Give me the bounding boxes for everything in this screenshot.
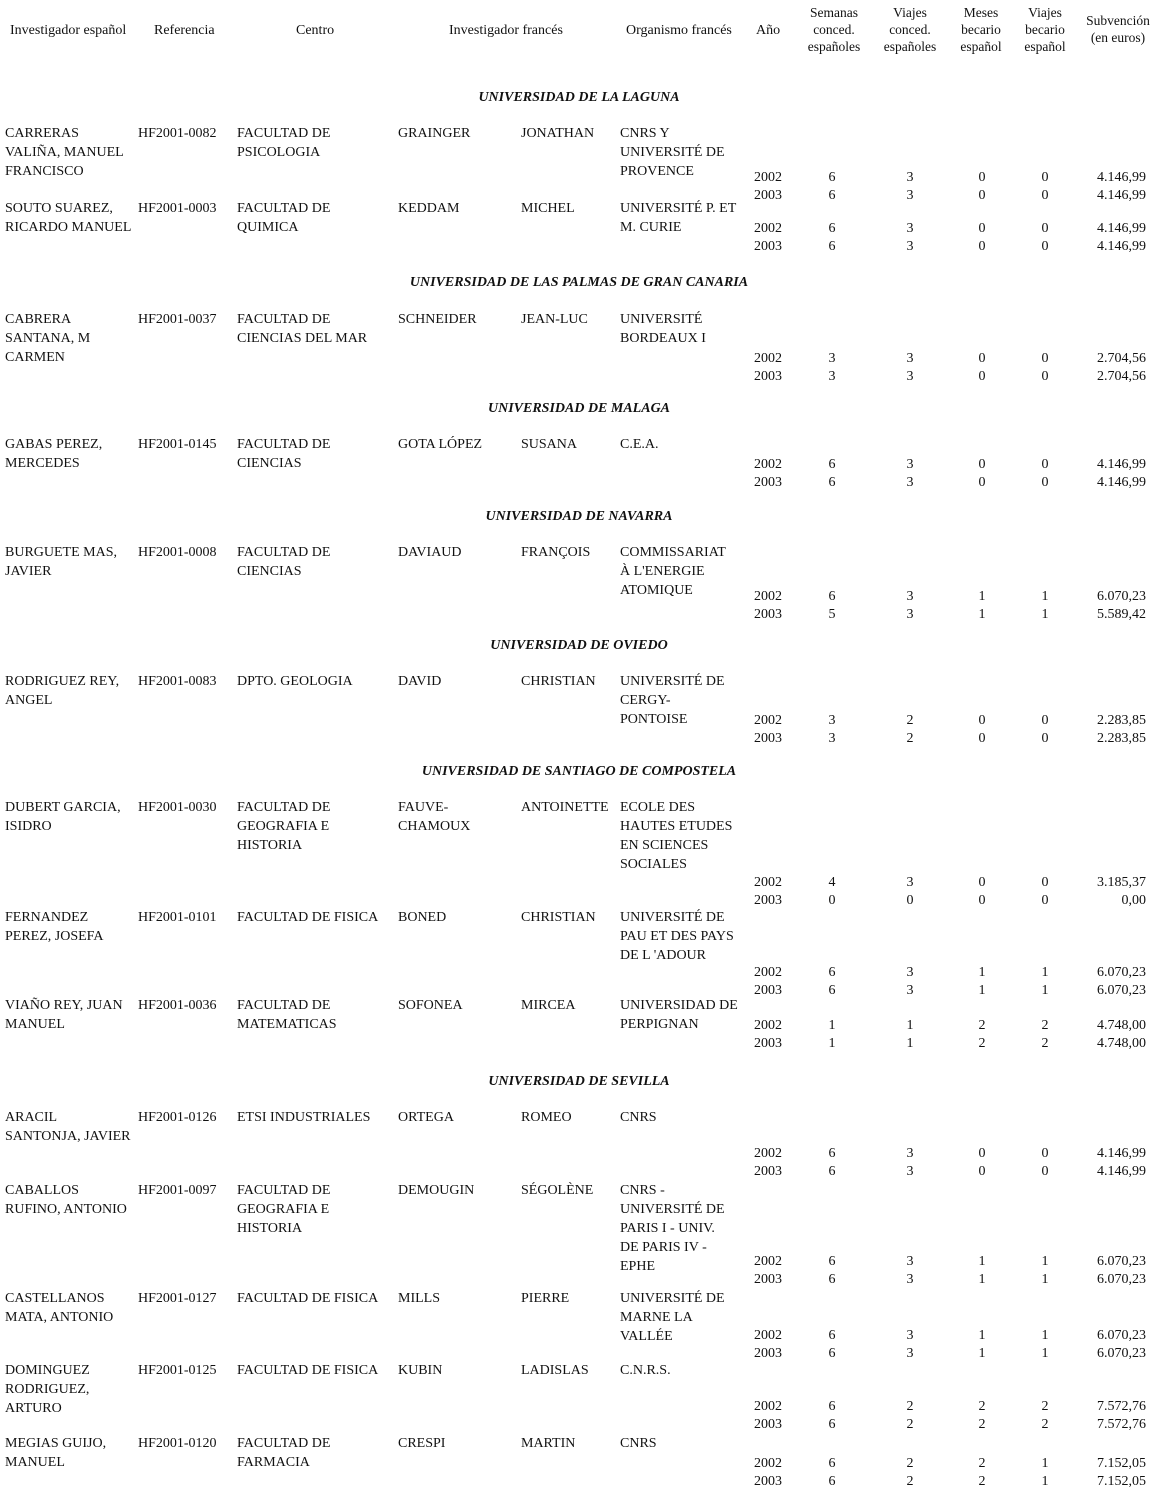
- cell-semanas: 1: [828, 1036, 836, 1051]
- cell-meses: 2: [978, 1018, 986, 1033]
- cell-nombre-fr: PIERRE: [521, 1291, 570, 1306]
- cell-semanas: 6: [828, 221, 836, 236]
- cell-investigador: SOUTO SUAREZ, RICARDO MANUEL: [5, 201, 132, 235]
- cell-viajes: 1: [906, 1036, 914, 1051]
- cell-semanas: 4: [828, 875, 836, 890]
- cell-viajes-becario: 0: [1041, 1146, 1049, 1161]
- section-title: UNIVERSIDAD DE SANTIAGO DE COMPOSTELA: [421, 764, 737, 779]
- cell-subvencion: 4.146,99: [1097, 1164, 1146, 1179]
- cell-apellido-fr: GOTA LÓPEZ: [398, 437, 483, 452]
- cell-apellido-fr: FAUVE- CHAMOUX: [398, 800, 471, 834]
- cell-viajes: 3: [906, 457, 914, 472]
- cell-centro: FACULTAD DE QUIMICA: [237, 201, 331, 235]
- cell-investigador: DOMINGUEZ RODRIGUEZ, ARTURO: [5, 1363, 90, 1416]
- header-subvencion: Subvención (en euros): [1086, 13, 1150, 45]
- cell-subvencion: 4.146,99: [1097, 239, 1146, 254]
- cell-apellido-fr: CRESPI: [398, 1436, 446, 1451]
- cell-investigador: BURGUETE MAS, JAVIER: [5, 545, 118, 579]
- cell-anio: 2003: [754, 475, 782, 490]
- cell-referencia: HF2001-0127: [138, 1291, 217, 1306]
- cell-referencia: HF2001-0037: [138, 312, 217, 327]
- cell-referencia: HF2001-0082: [138, 126, 217, 141]
- cell-semanas: 6: [828, 188, 836, 203]
- cell-meses: 2: [978, 1399, 986, 1414]
- cell-nombre-fr: MIRCEA: [521, 998, 576, 1013]
- cell-subvencion: 2.283,85: [1097, 713, 1146, 728]
- cell-apellido-fr: KEDDAM: [398, 201, 460, 216]
- cell-investigador: CARRERAS VALIÑA, MANUEL FRANCISCO: [5, 126, 124, 179]
- cell-semanas: 6: [828, 1474, 836, 1489]
- cell-investigador: DUBERT GARCIA, ISIDRO: [5, 800, 121, 834]
- header-investigador-espanol: Investigador español: [10, 23, 127, 38]
- cell-meses: 0: [978, 188, 986, 203]
- cell-centro: FACULTAD DE FISICA: [237, 1291, 379, 1306]
- header-centro: Centro: [296, 23, 335, 38]
- cell-semanas: 6: [828, 1399, 836, 1414]
- cell-viajes-becario: 0: [1041, 731, 1049, 746]
- cell-centro: FACULTAD DE CIENCIAS DEL MAR: [237, 312, 368, 346]
- cell-viajes-becario: 2: [1041, 1036, 1049, 1051]
- cell-investigador: RODRIGUEZ REY, ANGEL: [5, 674, 120, 708]
- header-anio: Año: [756, 23, 781, 38]
- cell-nombre-fr: SÉGOLÈNE: [521, 1183, 594, 1198]
- cell-viajes: 2: [906, 731, 914, 746]
- cell-viajes-becario: 1: [1041, 607, 1049, 622]
- cell-centro: FACULTAD DE PSICOLOGIA: [237, 126, 331, 160]
- cell-viajes-becario: 0: [1041, 893, 1049, 908]
- cell-organismo: UNIVERSITÉ BORDEAUX I: [620, 312, 706, 346]
- cell-viajes-becario: 2: [1041, 1417, 1049, 1432]
- cell-meses: 1: [978, 983, 986, 998]
- cell-semanas: 6: [828, 965, 836, 980]
- cell-meses: 0: [978, 893, 986, 908]
- cell-nombre-fr: CHRISTIAN: [521, 674, 596, 689]
- cell-anio: 2003: [754, 1346, 782, 1361]
- cell-viajes: 2: [906, 1417, 914, 1432]
- cell-centro: FACULTAD DE FISICA: [237, 1363, 379, 1378]
- cell-subvencion: 3.185,37: [1097, 875, 1146, 890]
- cell-referencia: HF2001-0030: [138, 800, 217, 815]
- cell-semanas: 6: [828, 1146, 836, 1161]
- cell-nombre-fr: ANTOINETTE: [521, 800, 609, 815]
- cell-organismo: C.N.R.S.: [620, 1363, 671, 1378]
- cell-viajes: 0: [906, 893, 914, 908]
- cell-nombre-fr: LADISLAS: [521, 1363, 589, 1378]
- cell-viajes: 2: [906, 713, 914, 728]
- cell-centro: FACULTAD DE GEOGRAFIA E HISTORIA: [237, 800, 331, 853]
- cell-viajes: 3: [906, 1146, 914, 1161]
- cell-viajes: 2: [906, 1456, 914, 1471]
- cell-organismo: UNIVERSITÉ DE MARNE LA VALLÉE: [620, 1291, 725, 1344]
- cell-viajes-becario: 0: [1041, 457, 1049, 472]
- cell-meses: 2: [978, 1474, 986, 1489]
- cell-subvencion: 7.152,05: [1097, 1456, 1146, 1471]
- cell-investigador: CABALLOS RUFINO, ANTONIO: [5, 1183, 127, 1217]
- cell-subvencion: 6.070,23: [1097, 1254, 1146, 1269]
- cell-anio: 2003: [754, 1417, 782, 1432]
- cell-meses: 0: [978, 475, 986, 490]
- cell-viajes-becario: 0: [1041, 369, 1049, 384]
- cell-viajes-becario: 0: [1041, 188, 1049, 203]
- cell-organismo: CNRS - UNIVERSITÉ DE PARIS I - UNIV. DE PARIS IV - EPHE: [620, 1183, 725, 1274]
- cell-semanas: 6: [828, 1254, 836, 1269]
- cell-apellido-fr: KUBIN: [398, 1363, 443, 1378]
- cell-investigador: MEGIAS GUIJO, MANUEL: [5, 1436, 107, 1470]
- cell-meses: 0: [978, 239, 986, 254]
- cell-subvencion: 4.146,99: [1097, 221, 1146, 236]
- cell-viajes: 3: [906, 1346, 914, 1361]
- cell-apellido-fr: ORTEGA: [398, 1110, 454, 1125]
- cell-viajes-becario: 1: [1041, 1272, 1049, 1287]
- cell-subvencion: 6.070,23: [1097, 1346, 1146, 1361]
- header-referencia: Referencia: [154, 23, 215, 38]
- cell-meses: 1: [978, 589, 986, 604]
- cell-anio: 2003: [754, 1474, 782, 1489]
- cell-anio: 2003: [754, 1272, 782, 1287]
- cell-centro: FACULTAD DE CIENCIAS: [237, 437, 331, 471]
- cell-centro: ETSI INDUSTRIALES: [237, 1110, 371, 1125]
- cell-nombre-fr: FRANÇOIS: [521, 545, 591, 560]
- cell-viajes: 3: [906, 475, 914, 490]
- cell-meses: 1: [978, 1328, 986, 1343]
- cell-semanas: 3: [828, 351, 836, 366]
- cell-anio: 2003: [754, 893, 782, 908]
- cell-anio: 2003: [754, 239, 782, 254]
- cell-meses: 1: [978, 1254, 986, 1269]
- header-semanas: Semanas conced. españoles: [807, 5, 861, 54]
- cell-viajes: 3: [906, 965, 914, 980]
- cell-viajes-becario: 2: [1041, 1018, 1049, 1033]
- cell-meses: 2: [978, 1417, 986, 1432]
- cell-viajes-becario: 1: [1041, 1346, 1049, 1361]
- header-viajes-conced: Viajes conced. españoles: [883, 5, 937, 54]
- cell-organismo: UNIVERSITÉ DE PAU ET DES PAYS DE L 'ADOUR: [620, 910, 734, 963]
- cell-investigador: GABAS PEREZ, MERCEDES: [5, 437, 103, 471]
- cell-anio: 2002: [754, 221, 782, 236]
- cell-semanas: 5: [828, 607, 836, 622]
- cell-centro: FACULTAD DE CIENCIAS: [237, 545, 331, 579]
- cell-organismo: C.E.A.: [620, 437, 659, 452]
- cell-nombre-fr: ROMEO: [521, 1110, 572, 1125]
- cell-meses: 1: [978, 607, 986, 622]
- cell-nombre-fr: JEAN-LUC: [521, 312, 588, 327]
- section-title: UNIVERSIDAD DE NAVARRA: [485, 509, 673, 524]
- cell-semanas: 6: [828, 239, 836, 254]
- cell-semanas: 3: [828, 713, 836, 728]
- cell-viajes: 3: [906, 170, 914, 185]
- cell-investigador: CABRERA SANTANA, M CARMEN: [5, 312, 91, 365]
- cell-semanas: 3: [828, 731, 836, 746]
- cell-viajes: 3: [906, 1254, 914, 1269]
- cell-meses: 0: [978, 351, 986, 366]
- cell-centro: DPTO. GEOLOGIA: [237, 674, 353, 689]
- cell-semanas: 6: [828, 589, 836, 604]
- cell-semanas: 0: [828, 893, 836, 908]
- cell-referencia: HF2001-0145: [138, 437, 217, 452]
- cell-semanas: 6: [828, 1164, 836, 1179]
- cell-subvencion: 4.146,99: [1097, 188, 1146, 203]
- cell-anio: 2002: [754, 457, 782, 472]
- cell-investigador: ARACIL SANTONJA, JAVIER: [5, 1110, 131, 1144]
- cell-meses: 0: [978, 713, 986, 728]
- cell-viajes-becario: 0: [1041, 875, 1049, 890]
- cell-subvencion: 6.070,23: [1097, 965, 1146, 980]
- cell-subvencion: 4.748,00: [1097, 1018, 1146, 1033]
- cell-viajes-becario: 2: [1041, 1399, 1049, 1414]
- cell-meses: 1: [978, 1346, 986, 1361]
- cell-anio: 2002: [754, 1328, 782, 1343]
- cell-anio: 2002: [754, 965, 782, 980]
- cell-viajes-becario: 1: [1041, 589, 1049, 604]
- cell-viajes-becario: 0: [1041, 713, 1049, 728]
- cell-viajes: 3: [906, 607, 914, 622]
- header-investigador-frances: Investigador francés: [449, 23, 563, 38]
- cell-viajes-becario: 0: [1041, 170, 1049, 185]
- cell-anio: 2003: [754, 983, 782, 998]
- cell-investigador: FERNANDEZ PEREZ, JOSEFA: [5, 910, 104, 944]
- cell-meses: 2: [978, 1036, 986, 1051]
- cell-apellido-fr: SCHNEIDER: [398, 312, 477, 327]
- cell-nombre-fr: MARTIN: [521, 1436, 576, 1451]
- cell-semanas: 6: [828, 1417, 836, 1432]
- cell-subvencion: 5.589,42: [1097, 607, 1146, 622]
- cell-referencia: HF2001-0083: [138, 674, 217, 689]
- cell-nombre-fr: SUSANA: [521, 437, 578, 452]
- cell-viajes: 3: [906, 369, 914, 384]
- cell-viajes-becario: 1: [1041, 983, 1049, 998]
- cell-viajes: 3: [906, 1272, 914, 1287]
- cell-organismo: UNIVERSIDAD DE PERPIGNAN: [620, 998, 738, 1032]
- cell-viajes: 2: [906, 1399, 914, 1414]
- header-viajes-becario: Viajes becario español: [1024, 5, 1066, 54]
- cell-centro: FACULTAD DE FISICA: [237, 910, 379, 925]
- cell-viajes: 3: [906, 188, 914, 203]
- cell-semanas: 3: [828, 369, 836, 384]
- cell-viajes: 3: [906, 983, 914, 998]
- cell-semanas: 6: [828, 1346, 836, 1361]
- cell-subvencion: 7.152,05: [1097, 1474, 1146, 1489]
- cell-viajes: 3: [906, 221, 914, 236]
- cell-referencia: HF2001-0125: [138, 1363, 217, 1378]
- cell-referencia: HF2001-0008: [138, 545, 217, 560]
- cell-meses: 1: [978, 965, 986, 980]
- cell-meses: 0: [978, 875, 986, 890]
- cell-meses: 2: [978, 1456, 986, 1471]
- cell-anio: 2003: [754, 188, 782, 203]
- cell-centro: FACULTAD DE MATEMATICAS: [237, 998, 337, 1032]
- cell-organismo: UNIVERSITÉ DE CERGY- PONTOISE: [620, 674, 725, 727]
- cell-viajes: 2: [906, 1474, 914, 1489]
- section-title: UNIVERSIDAD DE SEVILLA: [488, 1074, 670, 1089]
- cell-subvencion: 4.146,99: [1097, 1146, 1146, 1161]
- cell-organismo: CNRS Y UNIVERSITÉ DE PROVENCE: [620, 126, 725, 179]
- cell-viajes: 1: [906, 1018, 914, 1033]
- cell-meses: 1: [978, 1272, 986, 1287]
- cell-investigador: CASTELLANOS MATA, ANTONIO: [5, 1291, 114, 1325]
- cell-referencia: HF2001-0097: [138, 1183, 217, 1198]
- section-title: UNIVERSIDAD DE OVIEDO: [490, 638, 668, 653]
- cell-anio: 2003: [754, 369, 782, 384]
- cell-nombre-fr: CHRISTIAN: [521, 910, 596, 925]
- cell-anio: 2002: [754, 1456, 782, 1471]
- cell-apellido-fr: GRAINGER: [398, 126, 471, 141]
- cell-anio: 2002: [754, 1399, 782, 1414]
- cell-meses: 0: [978, 731, 986, 746]
- cell-subvencion: 2.283,85: [1097, 731, 1146, 746]
- cell-anio: 2003: [754, 607, 782, 622]
- cell-viajes: 3: [906, 875, 914, 890]
- cell-organismo: ECOLE DES HAUTES ETUDES EN SCIENCES SOCIALES: [620, 800, 733, 872]
- section-title: UNIVERSIDAD DE LAS PALMAS DE GRAN CANARIA: [409, 275, 749, 290]
- cell-anio: 2002: [754, 1146, 782, 1161]
- cell-viajes: 3: [906, 589, 914, 604]
- cell-subvencion: 7.572,76: [1097, 1399, 1146, 1414]
- cell-viajes-becario: 0: [1041, 475, 1049, 490]
- cell-subvencion: 6.070,23: [1097, 1272, 1146, 1287]
- cell-anio: 2002: [754, 1018, 782, 1033]
- cell-meses: 0: [978, 170, 986, 185]
- cell-semanas: 6: [828, 475, 836, 490]
- cell-semanas: 6: [828, 457, 836, 472]
- cell-subvencion: 2.704,56: [1097, 351, 1146, 366]
- cell-apellido-fr: DEMOUGIN: [398, 1183, 475, 1198]
- cell-subvencion: 6.070,23: [1097, 589, 1146, 604]
- cell-anio: 2003: [754, 1164, 782, 1179]
- cell-subvencion: 4.146,99: [1097, 457, 1146, 472]
- cell-viajes-becario: 0: [1041, 221, 1049, 236]
- cell-anio: 2003: [754, 1036, 782, 1051]
- cell-referencia: HF2001-0120: [138, 1436, 217, 1451]
- cell-viajes: 3: [906, 1328, 914, 1343]
- cell-meses: 0: [978, 1146, 986, 1161]
- header-organismo-frances: Organismo francés: [626, 23, 732, 38]
- cell-referencia: HF2001-0126: [138, 1110, 217, 1125]
- cell-meses: 0: [978, 1164, 986, 1179]
- cell-subvencion: 0,00: [1121, 893, 1146, 908]
- cell-viajes-becario: 0: [1041, 1164, 1049, 1179]
- cell-subvencion: 7.572,76: [1097, 1417, 1146, 1432]
- cell-viajes: 3: [906, 1164, 914, 1179]
- cell-anio: 2002: [754, 351, 782, 366]
- cell-semanas: 1: [828, 1018, 836, 1033]
- cell-organismo: UNIVERSITÉ P. ET M. CURIE: [620, 201, 737, 235]
- cell-semanas: 6: [828, 1456, 836, 1471]
- cell-viajes-becario: 1: [1041, 1474, 1049, 1489]
- cell-referencia: HF2001-0003: [138, 201, 217, 216]
- cell-centro: FACULTAD DE GEOGRAFIA E HISTORIA: [237, 1183, 331, 1236]
- cell-apellido-fr: DAVID: [398, 674, 442, 689]
- cell-viajes-becario: 1: [1041, 1328, 1049, 1343]
- header-meses-becario: Meses becario español: [960, 5, 1002, 54]
- cell-subvencion: 2.704,56: [1097, 369, 1146, 384]
- cell-subvencion: 6.070,23: [1097, 1328, 1146, 1343]
- cell-meses: 0: [978, 457, 986, 472]
- cell-meses: 0: [978, 221, 986, 236]
- cell-semanas: 6: [828, 1328, 836, 1343]
- cell-viajes-becario: 1: [1041, 1254, 1049, 1269]
- cell-semanas: 6: [828, 983, 836, 998]
- cell-investigador: VIAÑO REY, JUAN MANUEL: [5, 998, 123, 1032]
- cell-semanas: 6: [828, 1272, 836, 1287]
- cell-viajes: 3: [906, 351, 914, 366]
- cell-viajes-becario: 0: [1041, 239, 1049, 254]
- section-title: UNIVERSIDAD DE MALAGA: [487, 401, 671, 416]
- cell-apellido-fr: BONED: [398, 910, 447, 925]
- cell-apellido-fr: MILLS: [398, 1291, 440, 1306]
- cell-anio: 2002: [754, 170, 782, 185]
- cell-nombre-fr: JONATHAN: [521, 126, 595, 141]
- cell-viajes-becario: 1: [1041, 965, 1049, 980]
- cell-meses: 0: [978, 369, 986, 384]
- cell-anio: 2002: [754, 1254, 782, 1269]
- cell-anio: 2002: [754, 713, 782, 728]
- cell-subvencion: 4.146,99: [1097, 475, 1146, 490]
- section-title: UNIVERSIDAD DE LA LAGUNA: [478, 90, 680, 105]
- cell-viajes: 3: [906, 239, 914, 254]
- cell-viajes-becario: 0: [1041, 351, 1049, 366]
- cell-subvencion: 4.146,99: [1097, 170, 1146, 185]
- cell-anio: 2003: [754, 731, 782, 746]
- cell-nombre-fr: MICHEL: [521, 201, 575, 216]
- cell-subvencion: 6.070,23: [1097, 983, 1146, 998]
- cell-apellido-fr: DAVIAUD: [398, 545, 462, 560]
- cell-apellido-fr: SOFONEA: [398, 998, 463, 1013]
- cell-semanas: 6: [828, 170, 836, 185]
- cell-referencia: HF2001-0101: [138, 910, 217, 925]
- cell-referencia: HF2001-0036: [138, 998, 217, 1013]
- cell-subvencion: 4.748,00: [1097, 1036, 1146, 1051]
- cell-organismo: CNRS: [620, 1110, 657, 1125]
- cell-centro: FACULTAD DE FARMACIA: [237, 1436, 331, 1470]
- cell-anio: 2002: [754, 589, 782, 604]
- cell-organismo: CNRS: [620, 1436, 657, 1451]
- cell-viajes-becario: 1: [1041, 1456, 1049, 1471]
- cell-anio: 2002: [754, 875, 782, 890]
- cell-organismo: COMMISSARIAT À L'ENERGIE ATOMIQUE: [620, 545, 726, 598]
